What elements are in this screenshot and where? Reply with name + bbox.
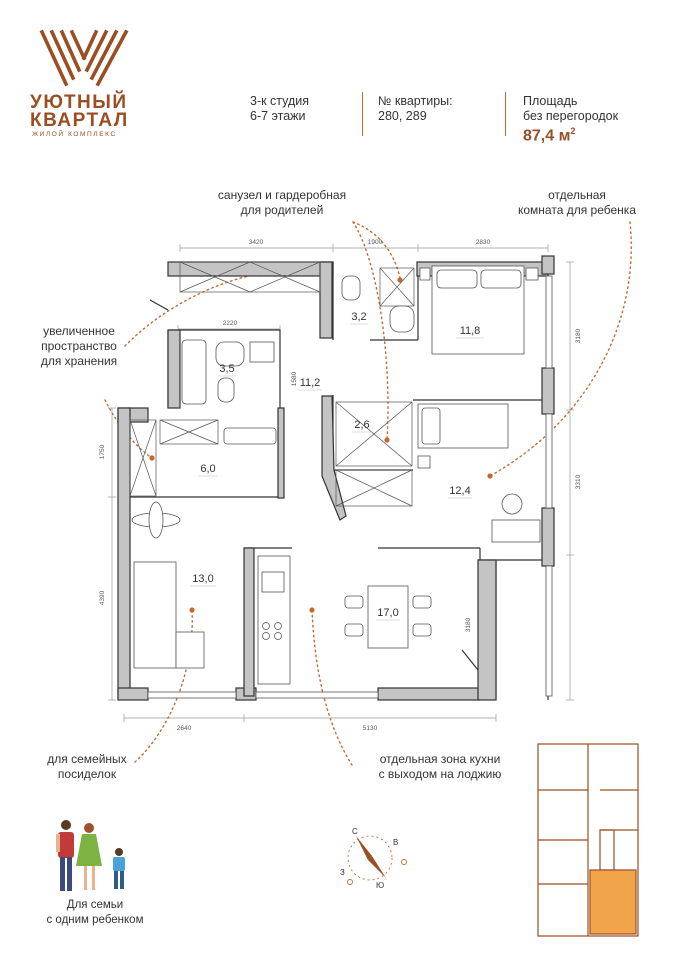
dim-right-3: 3180: [465, 617, 472, 633]
toilet: [342, 276, 360, 300]
callout-text: комната для ребенка: [518, 203, 636, 217]
wall-bottom-right: [378, 688, 480, 700]
washer: [250, 342, 274, 362]
dim-left-2: 4390: [99, 590, 106, 606]
apartment-floors: 6-7 этажи: [250, 109, 306, 123]
dim-bottom-1: 2640: [176, 725, 192, 732]
dim-inner: 1580: [291, 371, 298, 387]
dim-right-1: 3180: [575, 328, 582, 344]
callout-text: с выходом на лоджию: [378, 767, 502, 781]
wall-top-left: [168, 262, 333, 276]
family-illustration-icon: [56, 820, 125, 891]
wall-bath-left: [320, 262, 332, 338]
room-area-wardrobe: 2,6: [354, 419, 370, 431]
dim-top-3: 2830: [475, 239, 491, 246]
area-value: 87,4 $м^2$: [523, 126, 576, 145]
bathtub-storage: [224, 428, 276, 444]
callout-text: для семейных: [47, 752, 127, 766]
wall-bath-left: [168, 330, 180, 408]
compass-south: Ю: [376, 881, 385, 890]
compass-west: З: [340, 868, 345, 877]
chair: [345, 624, 363, 636]
room-area-kitchen: 17,0: [377, 607, 399, 619]
wall-left: [118, 408, 130, 698]
toilet: [218, 378, 234, 402]
dim-top-2: 1900: [367, 239, 383, 246]
callout-text: посиделок: [57, 767, 117, 781]
brand-line1: УЮТНЫЙ: [30, 92, 128, 113]
dim-right-2: 3310: [575, 474, 582, 490]
chair: [413, 624, 431, 636]
apartment-numbers-value: 280, 289: [378, 109, 427, 123]
wall-loggia: [478, 560, 496, 700]
wall-column: [542, 256, 554, 274]
brand-tagline: ЖИЛОЙ КОМПЛЕКС: [32, 131, 117, 138]
room-area-bathroom: 3,5: [219, 363, 235, 375]
dim-bottom-2: 5130: [362, 725, 378, 732]
wall-hall-curve: [322, 396, 346, 520]
callout-text: увеличенное: [43, 324, 115, 338]
window: [546, 414, 552, 508]
compass: [340, 827, 407, 890]
leader-bath: [353, 222, 400, 278]
apartment-type-line1: 3-к студия: [250, 94, 310, 108]
callout-text: санузел и гардеробная: [217, 188, 347, 202]
wall-storage-right: [278, 408, 284, 498]
chair: [502, 494, 522, 514]
family-caption: [34, 898, 156, 928]
dim-bath-width: 2220: [222, 320, 238, 327]
window: [148, 692, 236, 698]
leader-storage-top: [125, 274, 260, 346]
compass-east: В: [393, 838, 399, 847]
desk: [492, 520, 540, 542]
sofa: [134, 562, 176, 668]
callout-text: отдельная зона кухни: [379, 752, 501, 766]
dim-top-1: 3420: [248, 239, 264, 246]
family-caption-line1: Для семьи: [66, 899, 124, 911]
callout-text: для хранения: [40, 354, 118, 368]
chair: [413, 596, 431, 608]
area-label-sub: без перегородок: [523, 109, 619, 123]
wall-bottom-left: [118, 688, 148, 700]
callout-text: для родителей: [240, 203, 324, 217]
bathtub: [182, 340, 206, 404]
callout-text: пространство: [41, 339, 117, 353]
chair: [345, 596, 363, 608]
room-area-wc-parents: 3,2: [351, 311, 367, 323]
window: [546, 276, 552, 368]
compass-north: С: [352, 827, 358, 836]
window: [256, 692, 378, 698]
area-label: Площадь: [523, 94, 578, 108]
room-area-bedroom: 11,8: [459, 325, 481, 337]
wall-column: [542, 508, 554, 566]
room-area-storage: 6,0: [200, 463, 216, 475]
apartment-highlight: [590, 870, 636, 934]
window: [546, 566, 552, 696]
room-area-child: 12,4: [449, 485, 471, 497]
sink: [390, 306, 414, 332]
callout-text: отдельная: [548, 188, 606, 202]
room-area-hall: 11,2: [299, 377, 321, 389]
compass-needle-icon: [356, 836, 372, 860]
family-caption-line2: с одним ребенком: [46, 914, 144, 926]
dim-left-1: 1750: [99, 444, 106, 460]
wall-column: [542, 368, 554, 414]
wall-kitchen-left: [244, 548, 254, 696]
leader-wardrobe: [353, 222, 388, 440]
brand-line2: КВАРТАЛ: [30, 110, 129, 131]
apartment-numbers-label: № квартиры:: [378, 94, 453, 108]
room-area-living: 13,0: [192, 573, 214, 585]
